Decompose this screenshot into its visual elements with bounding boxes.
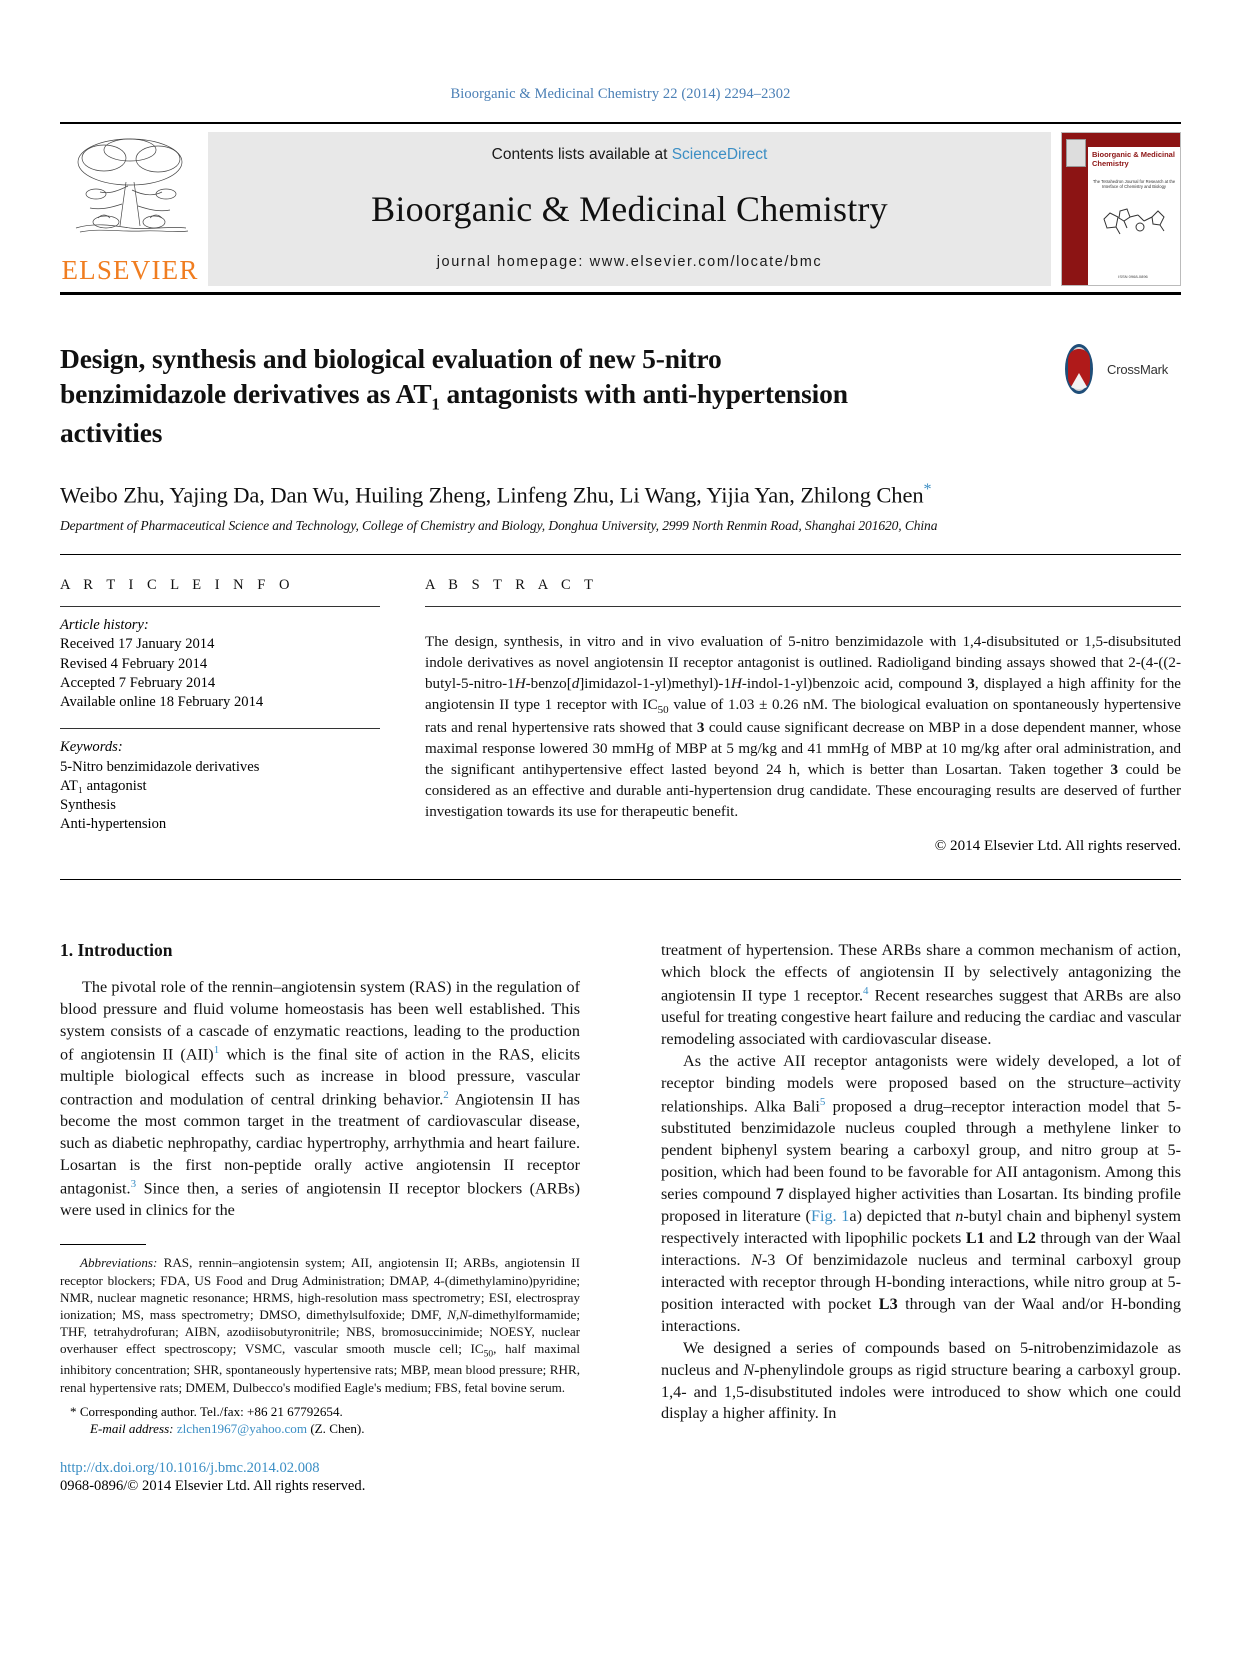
citation-ref-3[interactable]: 3 [130, 1178, 137, 1191]
body-columns [60, 940, 1181, 1495]
contents-prefix: Contents lists available at [491, 146, 672, 163]
crossmark-label: CrossMark [1107, 361, 1169, 377]
keywords-list [60, 729, 380, 834]
pocket-label-L3: L3 [878, 1294, 898, 1313]
crossmark-icon [1057, 343, 1101, 395]
abstract-bottom-rule [60, 879, 1181, 880]
doi-block [60, 1460, 580, 1495]
authors-text: Weibo Zhu, Yajing Da, Dan Wu, Huiling Zheng, Linfeng Zhu, Li Wang, Yijia Yan, Zhilong Chen [60, 482, 924, 508]
banner-bottom-rule [60, 292, 1181, 295]
intro-paragraph-right-3 [661, 1338, 1181, 1426]
footnote-rule [60, 1244, 146, 1245]
keyword-item: Anti-hypertension [60, 816, 167, 833]
email-link[interactable]: zlchen1967@yahoo.com [176, 1421, 308, 1437]
para-seg: The pivotal role of the rennin–angiotensin system (RAS) in the regulation of blood pressure and fluid volume homeostasis has been well established. This system consists of a cascade of enzymatic reactions, leading to the production of angiotensin II (AII) [60, 977, 580, 1063]
crossmark-badge[interactable] [1057, 341, 1179, 397]
cover-footer: ISSN 0968-0896 [1118, 274, 1148, 279]
para-seg: a) depicted that [849, 1206, 956, 1225]
pocket-label-L1: L1 [965, 1228, 985, 1247]
corresponding-author-marker[interactable]: * [923, 480, 932, 498]
cover-spine-box [1066, 139, 1086, 167]
abstract-column [425, 577, 1181, 855]
cover-structure-diagram-icon [1094, 201, 1174, 241]
email-suffix: (Z. Chen). [307, 1421, 365, 1437]
article-info-heading: A R T I C L E I N F O [60, 577, 295, 594]
citation-ref-4[interactable]: 4 [863, 984, 869, 997]
para-seg: Recent researches suggest that ARBs are also useful for treating congestive heart failure and reducing the cardiac and vascular remodeling associated with cardiovascular disease. [661, 985, 1182, 1048]
abstract-seg: , displayed a high affinity for the angiotensin II type 1 receptor with IC [425, 676, 1181, 713]
para-seg: through van der Waal and/or H-bonding interactions. [661, 1294, 1181, 1335]
abstract-seg: -indol-1-yl)benzoic acid, compound [741, 676, 968, 692]
ic50-subscript: 50 [657, 703, 669, 716]
para-seg: proposed a drug–receptor interaction model that 5-substituted benzimidazole nucleus coupled through a methylene linker to pendent biphenyl system bearing a carboxyl group, and nitro group at 5-position, which had been found to be favorable for AII antagonism. Among this series compound [661, 1097, 1181, 1203]
abstract-seg: could be considered as an effective and durable anti-hypertension drug candidate. These encouraging results are deserved of further investigation towards its use for therapeutic benefit. [425, 761, 1181, 820]
para-seg: and [984, 1228, 1018, 1247]
ic50-subscript: 50 [483, 1349, 494, 1360]
intro-paragraph-right-2 [661, 1051, 1181, 1338]
author-list [60, 481, 1181, 509]
email-footnote [60, 1420, 580, 1437]
para-seg: As the active AII receptor antagonists were widely developed, a lot of receptor binding models were proposed based on the structure–activity relationships. Alka Bali [661, 1051, 1181, 1116]
intro-paragraph-left [60, 977, 580, 1223]
info-abstract-section [60, 554, 1181, 855]
title-subscript: 1 [431, 394, 440, 414]
left-column [60, 940, 580, 1495]
abstract-seg: value of 1.03 ± 0.26 nM. The biological evaluation on spontaneously hypertensive rats and renal hypertensive rats showed that [425, 696, 1181, 737]
issn-copyright: 0968-0896/© 2014 Elsevier Ltd. All rights reserved. [60, 1477, 366, 1494]
para-seg: Since then, a series of angiotensin II receptor blockers (ARBs) were used in clinics for the [60, 1179, 580, 1220]
journal-title: Bioorganic & Medicinal Chemistry [371, 189, 888, 229]
journal-cover-thumbnail [1061, 132, 1181, 286]
affiliation: Department of Pharmaceutical Science and Technology, College of Chemistry and Biology, Donghua University, 2999 North Renmin Road, Shanghai 201620, China [60, 518, 938, 534]
compound-number: 3 [967, 676, 975, 692]
cover-top-band [1088, 133, 1180, 147]
abstract-heading: A B S T R A C T [425, 577, 598, 594]
keyword-item: AT₁ antagonist [60, 777, 147, 794]
banner-center [208, 132, 1051, 286]
para-seg: which is the final site of action in the RAS, elicits multiple biological effects such as increase in blood pressure, vascular contraction and modulation of central drinking behavior. [60, 1044, 581, 1109]
compound-number: 3 [696, 720, 705, 737]
doi-link[interactable]: http://dx.doi.org/10.1016/j.bmc.2014.02.008 [60, 1459, 320, 1476]
para-seg: treatment of hypertension. These ARBs share a common mechanism of action, which block the effects of angiotensin II by selectively antagonizing the angiotensin II type 1 receptor. [661, 940, 1181, 1004]
history-item-received: Received 17 January 2014 [60, 636, 215, 653]
sciencedirect-link[interactable]: ScienceDirect [671, 146, 768, 163]
citation-ref-1[interactable]: 1 [213, 1043, 220, 1056]
abstract-seg: could cause significant decrease on MBP in a dose dependent manner, whose maximal response lowered 30 mmHg of MBP at 5 mg/kg and 41 mmHg of MBP at 10 mg/kg after oral administration, and the significant antihypertensive effect lasted beyond 24 h, which is better than Losartan. Taken together [425, 720, 1182, 778]
article-info-column [60, 577, 380, 855]
running-head: Bioorganic & Medicinal Chemistry 22 (2014) 2294–2302 [450, 86, 791, 102]
keyword-item: 5-Nitro benzimidazole derivatives [60, 758, 260, 775]
elsevier-logo [60, 132, 200, 286]
abstract-copyright: © 2014 Elsevier Ltd. All rights reserved. [934, 837, 1181, 854]
para-seg: -butyl chain and biphenyl system respectively interacted with lipophilic pockets [661, 1206, 1181, 1247]
abstract-text [425, 622, 1181, 822]
italic-N: N [751, 1250, 762, 1269]
cover-title: Bioorganic & Medicinal Chemistry [1092, 150, 1175, 168]
compound-number: 7 [775, 1184, 784, 1203]
abbrev-seg: -dimethylformamide; THF, tetrahydrofuran; AIBN, azodiisobutyronitrile; NBS, bromosuccinimide; NOESY, nuclear overhauser effect spectroscopy; VSMC, vascular smooth muscle cell; IC [60, 1306, 580, 1357]
abbreviations-footnote [60, 1254, 580, 1396]
compound-number: 3 [1110, 761, 1119, 778]
abbrev-italic-NN: N,N [447, 1306, 468, 1322]
citation-ref-5[interactable]: 5 [819, 1095, 826, 1108]
abstract-italic-d: d [571, 676, 580, 692]
title-line-2a: benzimidazole derivatives as AT [60, 378, 432, 410]
abbrev-seg: , half maximal inhibitory concentration; SHR, spontaneously hypertensive rats; MBP, mean blood pressure; RHR, renal hypertensive rats; DMEM, Dulbecco's modified Eagle's medium; FBS, fetal bovine serum. [60, 1341, 581, 1395]
abbrev-seg: RAS, rennin–angiotensin system; AII, angiotensin II; ARBs, angiotensin II receptor blockers; FDA, US Food and Drug Administration; DMAP, 4-(dimethylamino)pyridine; NMR, nuclear magnetic resonance; HRMS, high-resolution mass spectrometry; ESI, electrospray ionization; MS, mass spectrometry; DMSO, dimethylsulfoxide; DMF, [60, 1255, 580, 1322]
figure-link[interactable]: Fig. 1 [810, 1206, 850, 1225]
history-item-revised: Revised 4 February 2014 [60, 655, 208, 672]
journal-homepage-link[interactable]: journal homepage: www.elsevier.com/locate/bmc [436, 254, 823, 270]
history-item-accepted: Accepted 7 February 2014 [60, 674, 216, 691]
corresponding-author-footnote: * Corresponding author. Tel./fax: +86 21 67792654. [70, 1403, 343, 1419]
italic-n: n [955, 1206, 964, 1225]
article-history-label: Article history: [60, 617, 149, 634]
page-title [60, 341, 960, 451]
citation-ref-2[interactable]: 2 [443, 1088, 449, 1101]
history-item-online: Available online 18 February 2014 [60, 694, 264, 711]
keywords-label: Keywords: [60, 739, 123, 756]
abstract-italic-H: H [731, 676, 742, 692]
abstract-italic-H: H [514, 676, 526, 692]
journal-banner [60, 122, 1181, 295]
section-heading-introduction: 1. Introduction [60, 939, 173, 960]
email-label: E-mail address: [90, 1421, 174, 1437]
info-spacer [60, 712, 380, 725]
abstract-rule [425, 606, 1181, 607]
article-history [60, 607, 380, 712]
para-seg: through van der Waal interactions. [661, 1228, 1181, 1269]
right-column [661, 940, 1181, 1495]
keyword-item: Synthesis [60, 797, 116, 814]
pocket-label-L2: L2 [1017, 1228, 1037, 1247]
para-seg: -3 Of benzimidazole nucleus and terminal carboxyl group interacted with receptor through H-bonding interactions, while nitro group at 5-position interacted with pocket [661, 1250, 1182, 1313]
para-seg: Angiotensin II has become the most common target in the treatment of cardiovascular disease, such as diabetic nephropathy, cardiac hypertrophy, arrhythmia and heart failure. Losartan is the first non-peptide orally active angiotensin II receptor antagonist. [60, 1090, 580, 1198]
title-line-3: activities [60, 417, 163, 449]
abbreviations-label: Abbreviations: [80, 1255, 158, 1271]
title-line-2b: antagonists with anti-hypertension [439, 378, 848, 410]
abstract-seg: The design, synthesis, in vitro and in vivo evaluation of 5-nitro benzimidazole with 1,4-disubsituted or 1,5-disubsituted indole derivatives as novel angiotensin II receptor antagonist is outlined. Radioligand binding assays showed that 2-(4-((2-butyl-5-nitro-1 [425, 634, 1181, 692]
para-seg: We designed a series of compounds based on 5-nitrobenzimidazole as nucleus and [661, 1338, 1181, 1379]
italic-N: N [743, 1360, 755, 1379]
abstract-seg: ]imidazol-1-yl)methyl)-1 [579, 676, 731, 692]
intro-paragraph-right-1 [661, 940, 1181, 1051]
title-line-1: Design, synthesis and biological evaluation of new 5-nitro [60, 343, 722, 374]
para-seg: displayed higher activities than Losartan. Its binding profile proposed in literature ( [661, 1184, 1181, 1225]
abstract-seg: -benzo[ [525, 676, 572, 692]
contents-available-line [492, 146, 768, 164]
title-block [60, 341, 1181, 534]
para-seg: -phenylindole groups as rigid structure bearing a carboxyl group. 1,4- and 1,5-disubstituted indoles were introduced to show which one could display a higher affinity. In [661, 1360, 1181, 1423]
elsevier-wordmark: ELSEVIER [61, 255, 199, 285]
elsevier-tree-icon [66, 134, 194, 242]
cover-subtitle: The Tetrahedron Journal for Research at the Interface of Chemistry and Biology [1092, 179, 1176, 190]
